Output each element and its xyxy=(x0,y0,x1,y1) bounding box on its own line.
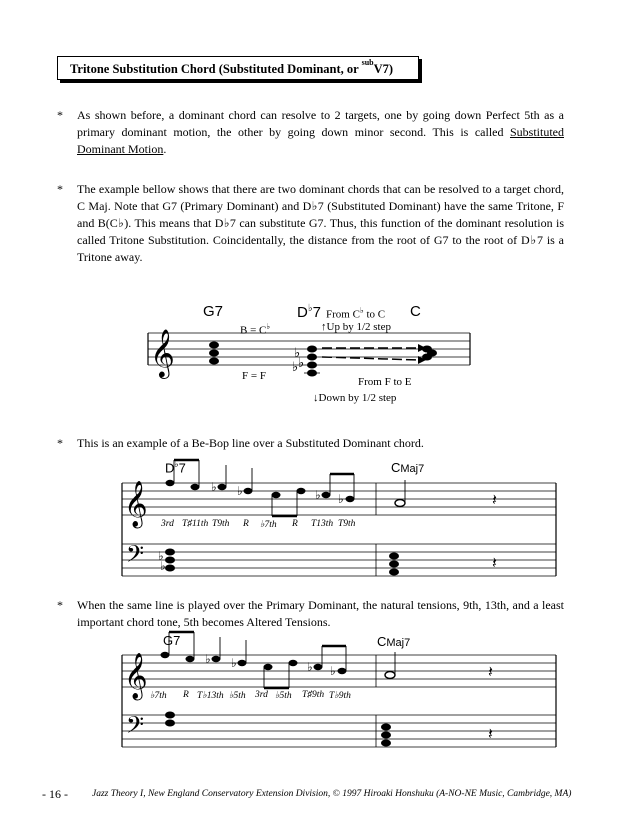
tension-label: 3rd xyxy=(255,690,268,700)
bass-clef-icon: 𝄢 xyxy=(126,711,145,744)
paragraph-3: This is an example of a Be-Bop line over a Substituted Dominant chord. xyxy=(77,436,424,450)
tension-label: ♭5th xyxy=(229,691,246,701)
paragraph-2: The example bellow shows that there are two dominant chords that can be resolved to a target chord, C Maj. Note that G7 (Primary Dominant) and D♭7 (Substituted Dominant) have the same Tritone, F and B(C♭). This means that D♭7 can substitute G7. Thus, this function of the dominant resolution is called Tritone Substitution. Coincidentally, the distance from the root of G7 to the root of D♭7 is a Tritone away. xyxy=(77,182,564,264)
paragraph-1: As shown before, a dominant chord can resolve to 2 targets, one by going down Perfect 5th as a primary dominant motion, the other by going down minor second. This is called Substituted Dominant Motion. xyxy=(77,108,564,156)
svg-text:♭: ♭ xyxy=(330,664,336,678)
tension-label: R xyxy=(183,690,189,700)
underlined-term: Substituted Dominant Motion xyxy=(77,125,564,156)
svg-text:♭: ♭ xyxy=(307,660,313,674)
svg-text:♭: ♭ xyxy=(205,652,211,666)
tension-label: T13th xyxy=(311,519,334,529)
svg-text:𝄽: 𝄽 xyxy=(492,490,497,509)
f-equals-f-label: F = F xyxy=(242,370,266,382)
svg-text:♭: ♭ xyxy=(231,656,237,670)
tension-label: ♭5th xyxy=(275,691,292,701)
chord-symbol-c: C xyxy=(410,303,421,320)
tension-label: T♭13th xyxy=(197,691,224,701)
chord-symbol-g7: G7 xyxy=(163,633,181,648)
page-number: - 16 - xyxy=(42,787,68,801)
example1-staff xyxy=(148,328,470,379)
svg-text:♭: ♭ xyxy=(315,488,321,502)
chord-symbol-cmaj7: CMaj7 xyxy=(391,460,425,475)
from-f-to-e-label: From F to E xyxy=(358,376,412,388)
tension-label: 3rd xyxy=(161,519,174,529)
tension-label: R xyxy=(243,519,249,529)
tension-label: T♯9th xyxy=(302,690,325,700)
svg-text:♭: ♭ xyxy=(160,559,166,573)
footer-credit: Jazz Theory I, New England Conservatory Extension Division, © 1997 Hiroaki Honshuku (A-NO-NE Music, Cambridge, MA) xyxy=(92,789,572,799)
treble-clef-icon: 𝄞 xyxy=(124,481,148,527)
tension-label: T♭9th xyxy=(329,691,351,701)
bass-clef-icon: 𝄢 xyxy=(126,540,145,573)
svg-text:♭: ♭ xyxy=(292,360,299,375)
chord-symbol-g7: G7 xyxy=(203,303,224,320)
treble-clef-icon: 𝄞 xyxy=(124,653,148,699)
svg-text:♭: ♭ xyxy=(211,480,217,494)
treble-clef-icon: 𝄞 xyxy=(150,328,175,377)
svg-text:𝄽: 𝄽 xyxy=(488,662,493,681)
up-half-step-label: ↑Up by 1/2 step xyxy=(321,321,391,333)
tension-label: T9th xyxy=(338,519,356,529)
from-cb-label: From C♭ to C xyxy=(326,306,386,321)
chord-symbol-cmaj7: CMaj7 xyxy=(377,634,411,649)
svg-text:♭: ♭ xyxy=(338,492,344,506)
svg-text:𝄽: 𝄽 xyxy=(488,724,493,743)
svg-text:♭: ♭ xyxy=(298,356,305,371)
tension-label: ♭7th xyxy=(260,520,277,530)
chord-symbol-db7: D♭7 xyxy=(165,459,186,476)
section-title: Tritone Substitution Chord (Substituted Dominant, or $^{sub}$V7) xyxy=(57,56,419,80)
bullet-marker: * xyxy=(57,108,63,122)
tension-label: T9th xyxy=(212,519,230,529)
bullet-marker: * xyxy=(57,598,63,612)
svg-text:♭: ♭ xyxy=(158,549,164,563)
chord-symbol-db7: D♭7 xyxy=(297,303,321,321)
down-half-step-label: ↓Down by 1/2 step xyxy=(313,392,397,404)
svg-text:𝄽: 𝄽 xyxy=(492,553,497,572)
svg-text:♭: ♭ xyxy=(294,346,301,361)
b-equals-cb-label: B = C♭ xyxy=(240,322,271,337)
paragraph-4: When the same line is played over the Primary Dominant, the natural tensions, 9th, 13th, and a least important chord tone, 5th becomes Altered Tensions. xyxy=(77,598,564,629)
tension-label: R xyxy=(292,519,298,529)
svg-text:♭: ♭ xyxy=(237,484,243,498)
bullet-marker: * xyxy=(57,436,63,450)
bullet-marker: * xyxy=(57,182,63,196)
tension-label: T♯11th xyxy=(182,519,209,529)
tension-label: ♭7th xyxy=(150,691,167,701)
example2-system xyxy=(122,460,556,576)
